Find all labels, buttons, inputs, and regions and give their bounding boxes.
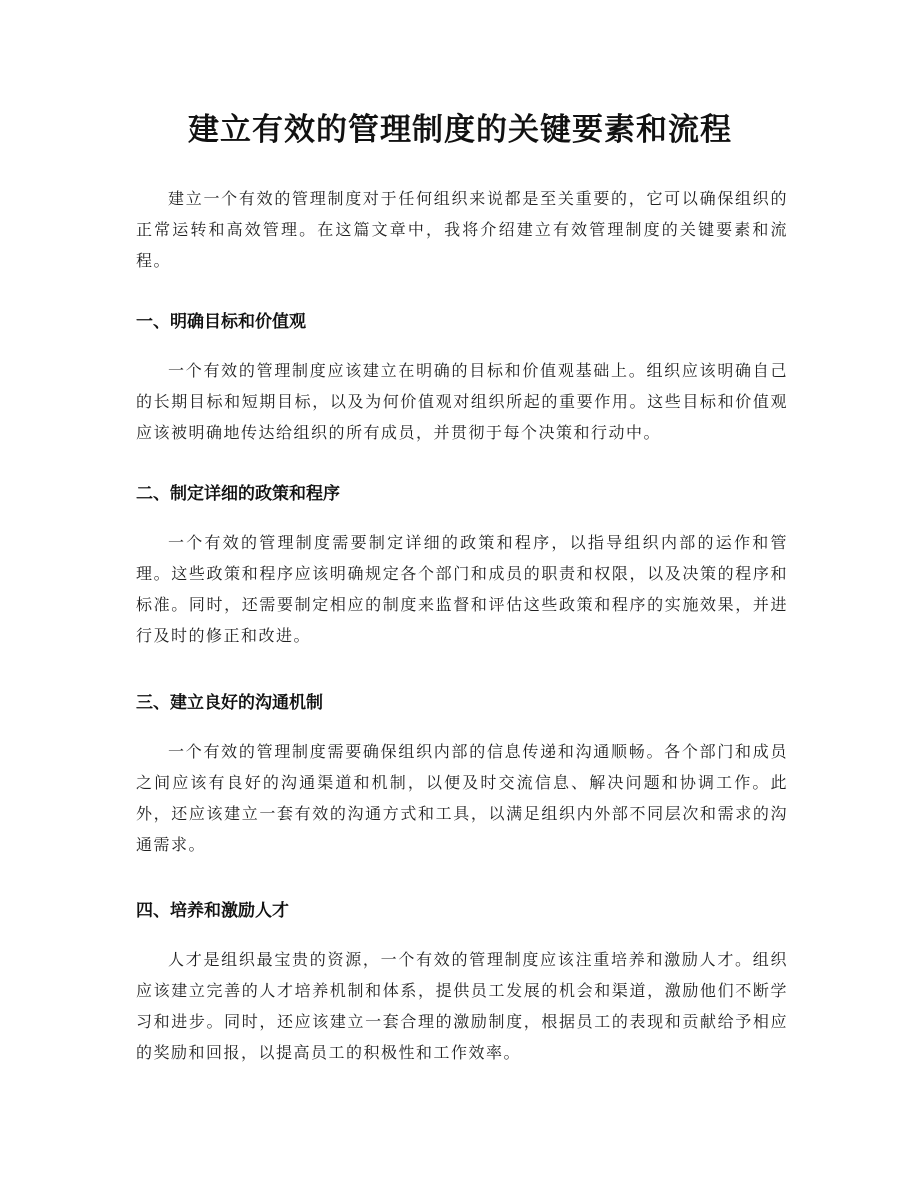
- section-body-3: 一个有效的管理制度需要确保组织内部的信息传递和沟通顺畅。各个部门和成员之间应该有良好的沟通渠道和机制，以便及时交流信息、解决问题和协调工作。此外，还应该建立一套有效的沟通方式和工具，以满足组织内外部不同层次和需求的沟通需求。: [136, 742, 788, 854]
- intro-paragraph: 建立一个有效的管理制度对于任何组织来说都是至关重要的，它可以确保组织的正常运转和高效管理。在这篇文章中，我将介绍建立有效管理制度的关键要素和流程。: [136, 189, 788, 270]
- section-body-4: 人才是组织最宝贵的资源，一个有效的管理制度应该注重培养和激励人才。组织应该建立完善的人才培养机制和体系，提供员工发展的机会和渠道，激励他们不断学习和进步。同时，还应该建立一套合理的激励制度，根据员工的表现和贡献给予相应的奖励和回报，以提高员工的积极性和工作效率。: [136, 950, 788, 1062]
- page-title: 建立有效的管理制度的关键要素和流程: [188, 112, 732, 148]
- section-body-2: 一个有效的管理制度需要制定详细的政策和程序，以指导组织内部的运作和管理。这些政策和程序应该明确规定各个部门和成员的职责和权限，以及决策的程序和标准。同时，还需要制定相应的制度来监督和评估这些政策和程序的实施效果，并进行及时的修正和改进。: [136, 533, 788, 645]
- section-heading-2: 二、制定详细的政策和程序: [136, 484, 340, 504]
- section-heading-1: 一、明确目标和价值观: [136, 312, 306, 332]
- section-body-1: 一个有效的管理制度应该建立在明确的目标和价值观基础上。组织应该明确自己的长期目标和短期目标，以及为何价值观对组织所起的重要作用。这些目标和价值观应该被明确地传达给组织的所有成员，并贯彻于每个决策和行动中。: [136, 361, 788, 442]
- section-heading-4: 四、培养和激励人才: [136, 901, 289, 921]
- section-heading-3: 三、建立良好的沟通机制: [136, 693, 323, 713]
